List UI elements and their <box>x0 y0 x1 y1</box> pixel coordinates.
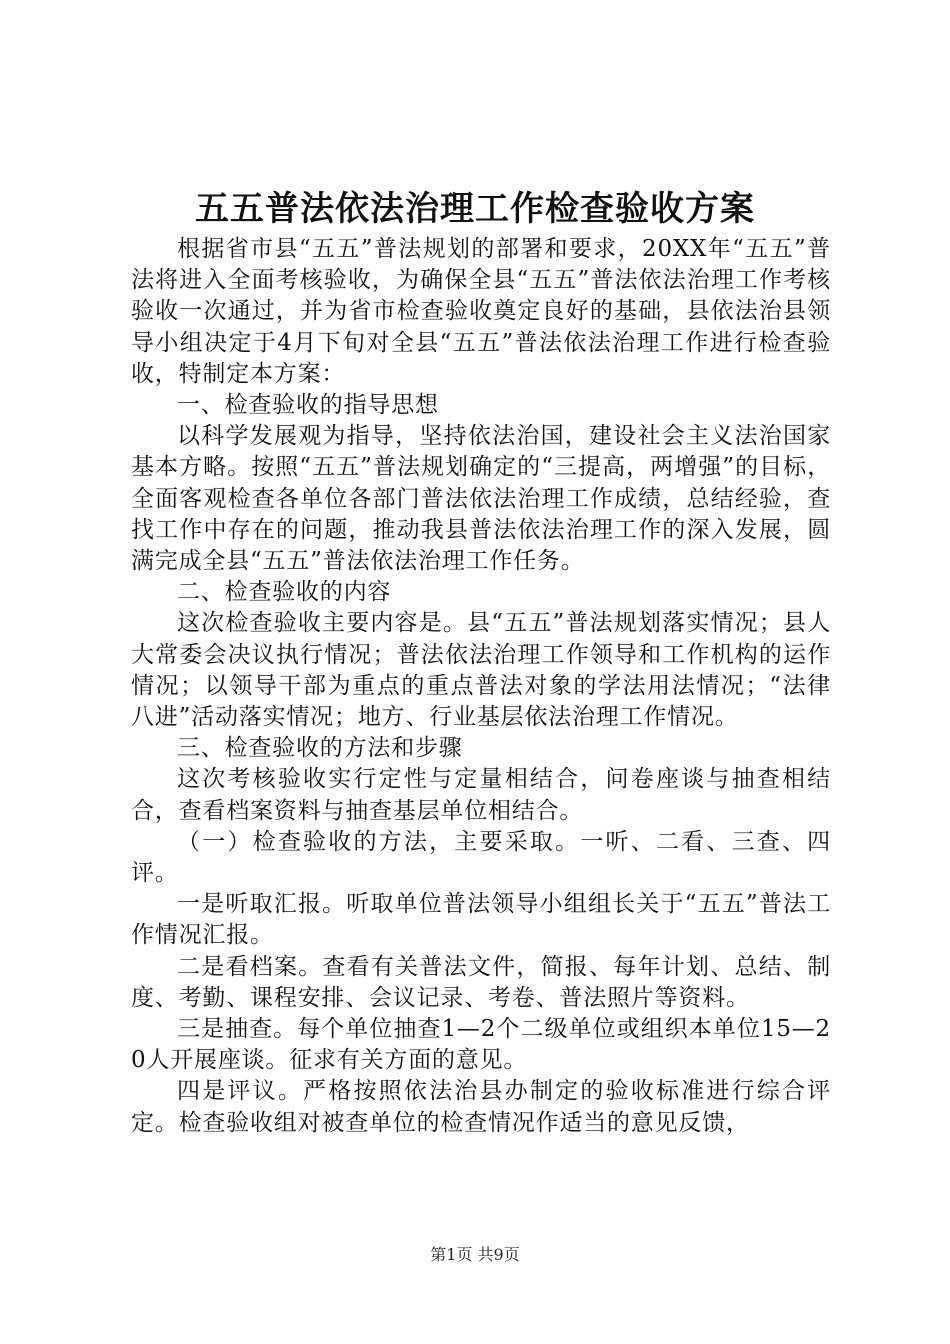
paragraph-spot-check: 三是抽查。每个单位抽查1—2个二级单位或组织本单位15—20人开展座谈。征求有关方面的意见。 <box>131 1016 831 1074</box>
paragraph-guiding-thought: 以科学发展观为指导，坚持依法治国，建设社会主义法治国家基本方略。按照“五五”普法规划确定的“三提高，两增强”的目标，全面客观检查各单位各部门普法依法治理工作成绩，总结经验，查找工作中存在的问题，推动我县普法依法治理工作的深入发展，圆满完成全县“五五”普法依法治理工作任务。 <box>131 423 831 575</box>
document-body <box>131 234 831 1139</box>
section-heading-guiding-thought: 一、检查验收的指导思想 <box>177 392 439 419</box>
paragraph-methods: 这次考核验收实行定性与定量相结合，问卷座谈与抽查相结合，查看档案资料与抽查基层单位相结合。 <box>131 766 831 824</box>
section-heading-methods: 三、检查验收的方法和步骤 <box>177 735 463 762</box>
paragraph-intro: 根据省市县“五五”普法规划的部署和要求，20XX年“五五”普法将进入全面考核验收，为确保全县“五五”普法依法治理工作考核验收一次通过，并为省市检查验收奠定良好的基础，县依法治县领导小组决定于4月下旬对全县“五五”普法依法治理工作进行检查验收，特制定本方案： <box>131 236 831 387</box>
paragraph-evaluation: 四是评议。严格按照依法治县办制定的验收标准进行综合评定。检查验收组对被查单位的检查情况作适当的意见反馈， <box>131 1078 831 1136</box>
document-title: 五五普法依法治理工作检查验收方案 <box>195 189 755 229</box>
paragraph-listen: 一是听取汇报。听取单位普法领导小组组长关于“五五”普法工作情况汇报。 <box>131 891 831 949</box>
section-heading-content: 二、检查验收的内容 <box>177 579 392 606</box>
page-footer: 第1页 共9页 <box>430 1245 520 1264</box>
paragraph-view-archives: 二是看档案。查看有关普法文件，简报、每年计划、总结、制度、考勤、课程安排、会议记录、考卷、普法照片等资料。 <box>131 953 831 1011</box>
paragraph-content: 这次检查验收主要内容是。县“五五”普法规划落实情况；县人大常委会决议执行情况；普法依法治理工作领导和工作机构的运作情况；以领导干部为重点的重点普法对象的学法用法情况；“法律八进”活动落实情况；地方、行业基层依法治理工作情况。 <box>131 610 831 731</box>
paragraph-methods-sub-1: （一）检查验收的方法，主要采取。一听、二看、三查、四评。 <box>131 828 831 887</box>
